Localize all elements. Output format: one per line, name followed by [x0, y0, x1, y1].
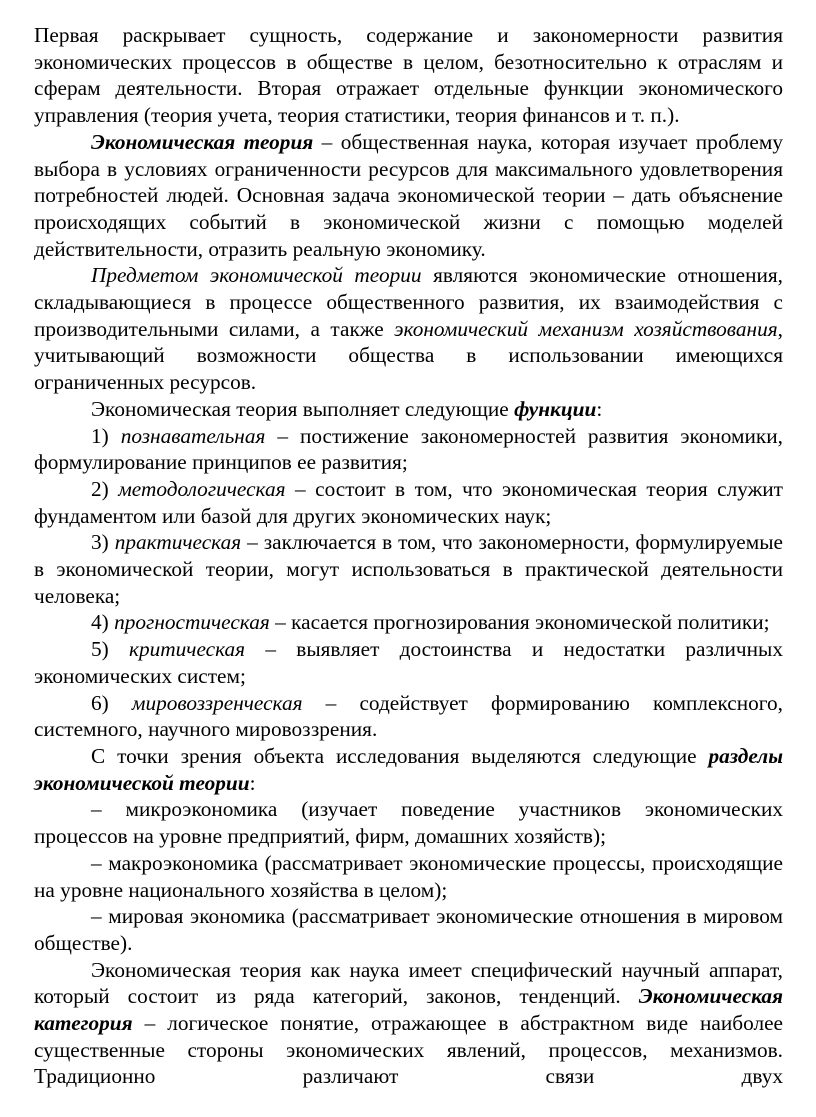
term-functions: функции: [514, 396, 597, 421]
function-number: 2): [91, 476, 119, 501]
function-item: [34, 529, 783, 609]
subject-text: являются экономические отношения, складывающиеся в процессе общественного развития, их взаимодействия с производительными силами, а также: [34, 263, 784, 341]
sections-lead: С точки зрения объекта исследования выделяются следующие: [91, 743, 709, 768]
term-economic-category: Экономическая категория: [34, 984, 783, 1036]
function-name: методологическая: [118, 476, 286, 501]
function-number: 3): [91, 530, 115, 555]
section-item: – микроэкономика (изучает поведение участников экономических процессов на уровне предприятий, фирм, домашних хозяйств);: [34, 797, 783, 849]
function-description: – выявляет достоинства и недостатки различных экономических систем;: [34, 637, 783, 688]
function-number: 4): [91, 610, 115, 635]
function-description: – касается прогнозирования экономической политики;: [269, 610, 770, 635]
paragraph-definition: [34, 129, 783, 263]
function-item: [34, 476, 783, 529]
functions-colon: :: [596, 396, 603, 421]
definition-text: – общественная наука, которая изучает проблему выбора в условиях ограниченности ресурсов для максимального удовлетворения потребностей людей. Основная задача экономической теории – дать объяснение происходящих событий в экономической жизни с помощью моделей действительности, отразить реальную экономику.: [34, 129, 783, 261]
function-item: [34, 636, 783, 689]
term-sections: разделы экономической теории: [34, 743, 783, 795]
function-name: практическая: [114, 530, 242, 555]
section-item: – макроэкономика (рассматривает экономические процессы, происходящие на уровне национального хозяйства в целом);: [34, 850, 783, 902]
category-text: – логическое понятие, отражающее в абстрактном виде наиболее существенные стороны экономических явлений, процессов, механизмов. Традиционно различают связи двух: [34, 1011, 783, 1089]
function-item: [34, 690, 783, 743]
section-item: – мировая экономика (рассматривает экономические отношения в мировом обществе).: [34, 904, 783, 955]
paragraph-category: [34, 957, 783, 1091]
paragraph-functions-intro: [34, 396, 783, 423]
term-subject: Предметом экономической теории: [91, 263, 422, 288]
function-description: – содействует формированию комплексного, системного, научного мировоззрения.: [34, 690, 783, 742]
function-name: мировоззренческая: [131, 690, 303, 715]
function-number: 6): [91, 690, 132, 715]
subject-rest-text: , учитывающий возможности общества в использовании имеющихся ограниченных ресурсов.: [34, 316, 783, 395]
term-economic-theory: Экономическая теория: [91, 129, 314, 154]
paragraph-subject: [34, 262, 783, 396]
function-item: [34, 423, 783, 476]
function-description: – постижение закономерностей развития экономики, формулирование принципов ее развития;: [34, 423, 783, 475]
function-number: 5): [91, 637, 130, 662]
function-description: – заключается в том, что закономерности, формулируемые в экономической теории, могут использоваться в практической деятельности человека;: [34, 530, 783, 608]
term-mechanism: экономический механизм хозяйствования: [394, 316, 778, 341]
function-name: прогностическая: [114, 610, 270, 635]
category-lead: Экономическая теория как наука имеет специфический научный аппарат, который состоит из ряда категорий, законов, тенденций.: [34, 957, 783, 1009]
sections-colon: :: [249, 770, 256, 795]
paragraph-sections-intro: [34, 743, 783, 796]
function-description: – состоит в том, что экономическая теория служит фундаментом или базой для других экономических наук;: [34, 476, 783, 528]
function-item: [34, 609, 783, 636]
functions-lead: Экономическая теория выполняет следующие: [91, 396, 515, 421]
function-name: познавательная: [120, 423, 266, 448]
paragraph-intro: Первая раскрывает сущность, содержание и закономерности развития экономических процессов в обществе в целом, безотносительно к отраслям и сферам деятельности. Вторая отражает отдельные функции экономического управления (теория учета, теория статистики, теория финансов и т. п.).: [34, 23, 783, 128]
function-name: критическая: [129, 637, 246, 662]
function-number: 1): [91, 423, 121, 448]
